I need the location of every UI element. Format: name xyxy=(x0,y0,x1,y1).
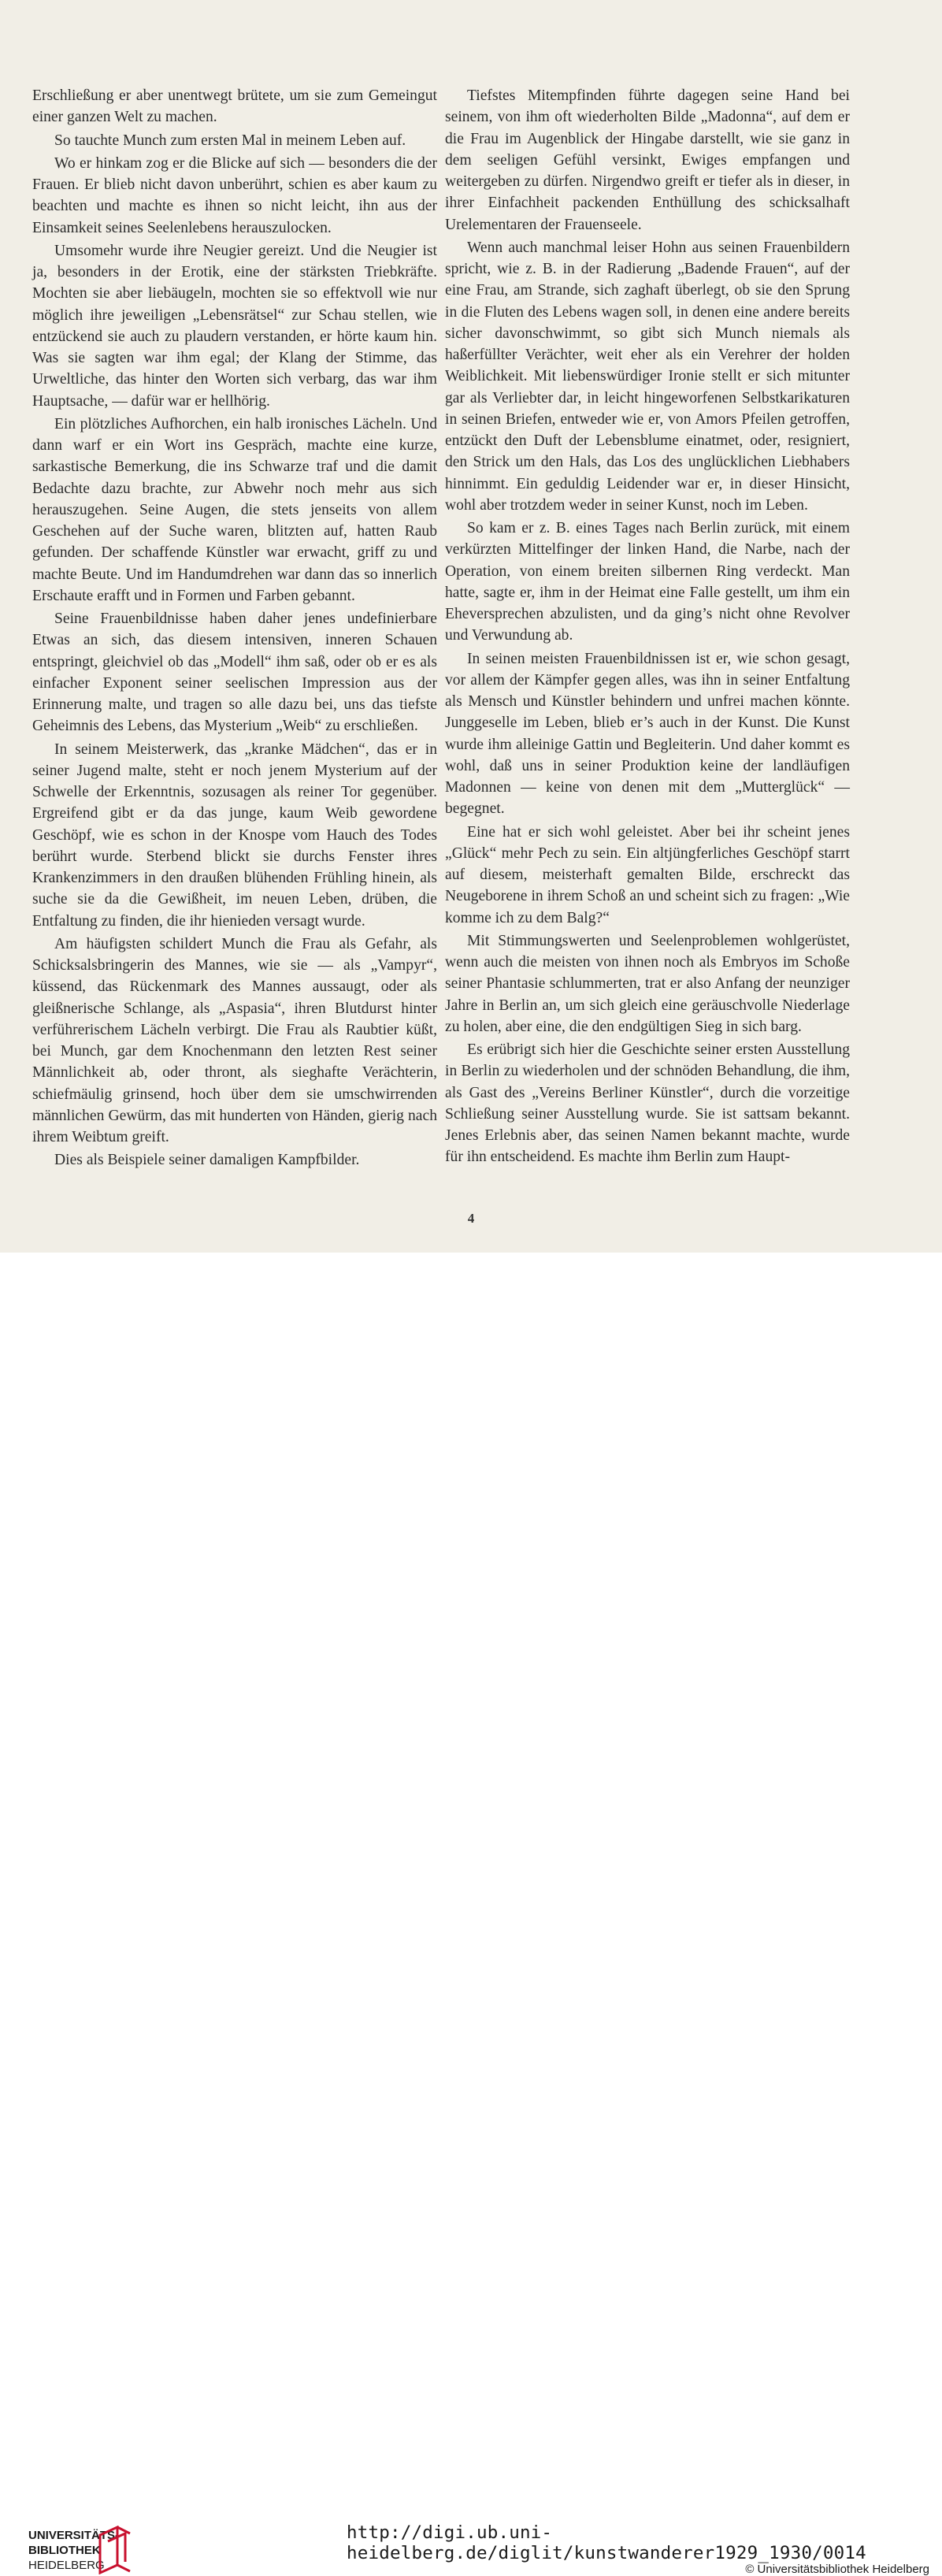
copyright-notice: © Universitätsbibliothek Heidelberg xyxy=(745,2563,929,2576)
paragraph: In seinen meisten Frauenbildnissen ist er, wie schon gesagt, vor allem der Kämpfer gegen alles, was ihn in seiner Entfaltung als Mensch und Künstler behindern und unfrei machen könnte. Junggeselle im Leben, blieb er’s auch in der Kunst. Die Kunst wurde ihm alleinige Gattin und Begleiterin. Und daher kommt es wohl, daß uns in seiner Produktion keine der landläufigen Madonnen — keine von denen mit dem „Mutterglück“ — begegnet. xyxy=(445,650,850,818)
permalink-url[interactable]: http://digi.ub.uni-heidelberg.de/diglit/kunstwanderer1929_1930/0014 xyxy=(347,2522,866,2563)
paragraph: Wo er hinkam zog er die Blicke auf sich — besonders die der Frauen. Er blieb nicht davon unberührt, schien es aber kaum zu beachten und machte es ihnen so nicht leicht, ihn aus der Einsamkeit seines Seelenlebens herauszulocken. xyxy=(32,154,437,236)
paragraph: So tauchte Munch zum ersten Mal in meinem Leben auf. xyxy=(54,132,406,149)
right-text-column xyxy=(445,85,850,1168)
library-logo-icon xyxy=(97,2526,133,2574)
scanned-page xyxy=(0,0,942,1253)
logo-line-3: HEIDELBERG xyxy=(28,2559,105,2572)
footer-bar xyxy=(0,1253,942,2576)
paragraph: Tiefstes Mitempfinden führte dagegen seine Hand bei seinem, von ihm oft wiederholten Bilde „Madonna“, auf dem er die Frau im Augenblick der Hingabe darstellt, wie sie ganz in dem seeligen Gefühl versinkt, Ewiges empfangen und weitergeben zu dürfen. Nirgendwo greift er tiefer als in dieser, in ihrer Einfachheit packenden Enthüllung des schicksalhaft Urelementaren der Frauenseele. xyxy=(445,87,850,233)
paragraph: Es erübrigt sich hier die Geschichte seiner ersten Ausstellung in Berlin zu wiederholen und der schnöden Behandlung, die ihm, als Gast des „Vereins Berliner Künstler“, durch die vorzeitige Schließung seiner Ausstellung wurde. Sie ist sattsam bekannt. Jenes Erlebnis aber, das seinen Namen bekannt machte, wurde für ihn entscheidend. Es machte ihm Berlin zum Haupt- xyxy=(445,1041,850,1166)
paragraph: Umsomehr wurde ihre Neugier gereizt. Und die Neugier ist ja, besonders in der Erotik, eine der stärksten Triebkräfte. Mochten sie aber liebäugeln, mochten sie so effektvoll wie nur möglich ihre jeweiligen „Lebensrätsel“ zur Schau stellen, wie entzückend sie auch zu plaudern verstanden, er hörte kaum hin. Was sie sagten war ihm egal; der Klang der Stimme, das Urweltliche, das hinter den Worten sich verbarg, das war ihm Hauptsache, — dafür war er hellhörig. xyxy=(32,242,437,410)
paragraph: Erschließung er aber unentwegt brütete, um sie zum Gemeingut einer ganzen Welt zu machen. xyxy=(32,87,437,126)
paragraph: Seine Frauenbildnisse haben daher jenes undefinierbare Etwas an sich, das diesem intensiven, inneren Schauen entspringt, gleichviel ob das „Modell“ ihm saß, oder ob er es als einfacher Exponent seiner seelischen Impression aus der Erinnerung malte, und tragen so alle dazu bei, uns das tiefste Geheimnis des Lebens, das Mysterium „Weib“ zu erschließen. xyxy=(32,611,437,735)
paragraph: In seinem Meisterwerk, das „kranke Mädchen“, das er in seiner Jugend malte, steht er noch jenem Mysterium auf der Schwelle der Erkenntnis, sozusagen als reiner Tor gegenüber. Ergreifend gibt er da das junge, kaum Weib gewordene Geschöpf, wie es schon in der Knospe vom Hauch des Todes berührt wurde. Sterbend blickt sie durchs Fenster ihres Krankenzimmers in den draußen blühenden Frühling hinein, als suche sie da die Gewißheit, im neuen Leben, drüben, die Entfaltung zu finden, die ihr hienieden versagt wurde. xyxy=(32,741,437,930)
paragraph: Ein plötzliches Aufhorchen, ein halb ironisches Lächeln. Und dann warf er ein Wort ins Gespräch, machte eine kurze, sarkastische Bemerkung, die ins Schwarze traf und die damit Bedachte dazu brachte, zur Abwehr noch mehr aus sich herauszugehen. Seine Augen, die stets jenseits von allem Geschehen auf der Suche waren, blitzten auf, hatten Raub gefunden. Der schaffende Künstler war erwacht, griff zu und machte Beute. Und im Handumdrehen war dann das so innerlich Erschaute erafft und in Formen und Farben gebannt. xyxy=(32,415,437,604)
left-text-column xyxy=(32,85,437,1171)
paragraph: Mit Stimmungswerten und Seelenproblemen wohlgerüstet, wenn auch die meisten von ihnen noch als Embryos im Schoße seiner Phantasie schlummerten, trat er also Anfang der neunziger Jahre in Berlin an, um sich gleich eine geräuschvolle Niederlage zu holen, aber eine, die den endgültigen Sieg in sich barg. xyxy=(445,932,850,1035)
logo-line-2: BIBLIOTHEK xyxy=(28,2544,101,2557)
paragraph: Dies als Beispiele seiner damaligen Kampfbilder. xyxy=(54,1152,360,1169)
paragraph: Am häufigsten schildert Munch die Frau als Gefahr, als Schicksalsbringerin des Mannes, wie sie — als „Vampyr“, küssend, das Rückenmark des Mannes aussaugt, oder als gleißnerische Schlange, als „Aspasia“, ihren Blutdurst hinter verführerischem Lächeln verbirgt. Die Frau als Raubtier küßt, bei Munch, gar dem Knochenmann den letzten Rest seiner Männlichkeit ab, oder thront, als sieghafte Verächterin, schiefmäulig grinsend, hoch über dem sie umschwirrenden männlichen Gewürm, das mit hunderten von Händen, gierig nach ihrem Weibtum greift. xyxy=(32,935,437,1145)
paragraph: Eine hat er sich wohl geleistet. Aber bei ihr scheint jenes „Glück“ mehr Pech zu sein. Ein altjüngferliches Geschöpf starrt auf diesem, meisterhaft gemalten Bilde, erschreckt das Neugeborene in ihrem Schoß an und scheint sich zu fragen: „Wie komme ich zu dem Balg?“ xyxy=(445,823,850,926)
paragraph: So kam er z. B. eines Tages nach Berlin zurück, mit einem verkürzten Mittelfinger der linken Hand, die Narbe, nach der Operation, von einem breiten silbernen Ring verdeckt. Man hatte, sagte er, ihm in der Heimat eine Falle gestellt, um ihm ein Eheversprechen abzulisten, und da ging’s nicht ohne Revolver und Verwundung ab. xyxy=(445,520,850,644)
logo-line-1: UNIVERSITÄTS- xyxy=(28,2529,120,2542)
paragraph: Wenn auch manchmal leiser Hohn aus seinen Frauenbildern spricht, wie z. B. in der Radierung „Badende Frauen“, auf der eine Frau, am Strande, sich zaghaft überlegt, ob sie den Sprung in die Fluten des Lebens wagen soll, in denen eine andere bereits sicher davonschwimmt, so gibt sich Munch niemals als haßerfüllter Verächter, weit eher als ein Verehrer der holden Weiblichkeit. Mit liebenswürdiger Ironie stellt er sich mitunter gar als Verliebter dar, in leicht hingeworfenen Selbstkarikaturen in seinen Briefen, entweder wie er, von Amors Pfeilen getroffen, entzückt den Duft der Lebensblume einatmet, oder, resigniert, den Strick um den Hals, das Los des unglücklichen Liebhabers hinnimmt. Ein geduldig Leidender war er, in dieser Hinsicht, wohl aber trotzdem weder in seiner Kunst, noch im Leben. xyxy=(445,239,850,514)
page-number: 4 xyxy=(467,1211,475,1226)
